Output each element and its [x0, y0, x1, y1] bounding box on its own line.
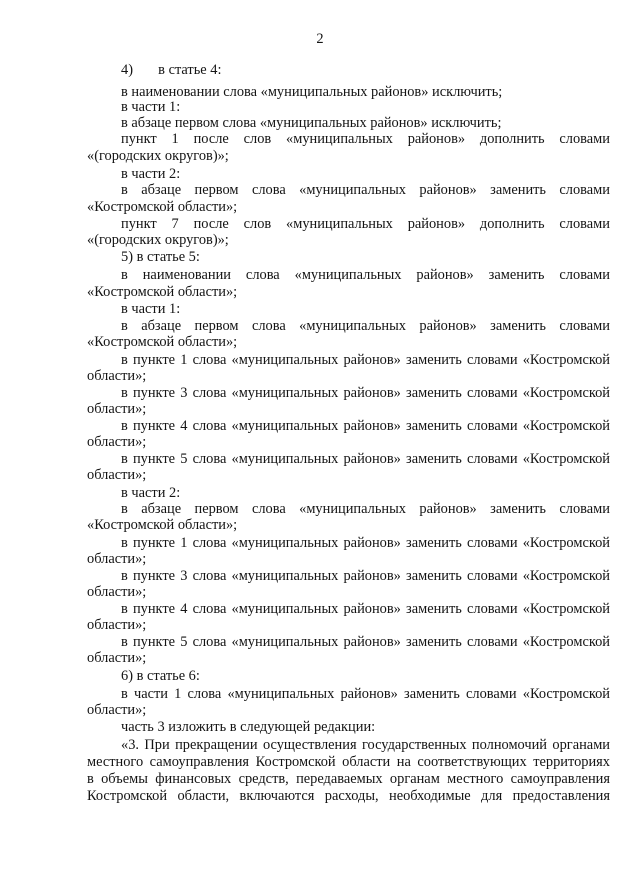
text-line: в части 1 слова «муниципальных районов» заменить словами «Костромской [121, 686, 610, 702]
text-line: в абзаце первом слова «муниципальных районов» заменить словами [121, 182, 610, 198]
text-line: «Костромской области»; [87, 199, 238, 215]
text-line: «3. При прекращении осуществления государственных полномочий органами [121, 737, 610, 753]
text-line: часть 3 изложить в следующей редакции: [121, 719, 376, 735]
text-line: 6) в статье 6: [121, 668, 200, 684]
text-line: «Костромской области»; [87, 334, 238, 350]
text-line: «Костромской области»; [87, 517, 238, 533]
text-line: в пункте 5 слова «муниципальных районов» заменить словами «Костромской [121, 634, 610, 650]
text-line: 5) в статье 5: [121, 249, 200, 265]
text-line: в наименовании слова «муниципальных районов» заменить словами [121, 267, 610, 283]
text-line: в абзаце первом слова «муниципальных районов» исключить; [121, 115, 502, 131]
text-line: в пункте 5 слова «муниципальных районов» заменить словами «Костромской [121, 451, 610, 467]
text-line: в пункте 1 слова «муниципальных районов» заменить словами «Костромской [121, 352, 610, 368]
text-line: области»; [87, 702, 147, 718]
text-line: области»; [87, 467, 147, 483]
text-line: в пункте 3 слова «муниципальных районов» заменить словами «Костромской [121, 385, 610, 401]
text-line: пункт 7 после слов «муниципальных районов» дополнить словами [121, 216, 610, 232]
text-line: пункт 1 после слов «муниципальных районов» дополнить словами [121, 131, 610, 147]
text-line: в пункте 3 слова «муниципальных районов» заменить словами «Костромской [121, 568, 610, 584]
text-line: области»; [87, 434, 147, 450]
text-line: «(городских округов)»; [87, 148, 229, 164]
text-line: области»; [87, 584, 147, 600]
text-line: в части 1: [121, 99, 181, 115]
text-line: Костромской области, включаются расходы, необходимые для предоставления [87, 788, 610, 804]
text-line: в абзаце первом слова «муниципальных районов» заменить словами [121, 318, 610, 334]
text-line: в абзаце первом слова «муниципальных районов» заменить словами [121, 501, 610, 517]
text-line: в части 2: [121, 166, 181, 182]
text-line: «(городских округов)»; [87, 232, 229, 248]
text-line: в пункте 4 слова «муниципальных районов» заменить словами «Костромской [121, 601, 610, 617]
text-line: местного самоуправления Костромской области на соответствующих территориях [87, 754, 610, 770]
text-line: области»; [87, 368, 147, 384]
text-line: в наименовании слова «муниципальных районов» исключить; [121, 84, 503, 100]
text-line: области»; [87, 617, 147, 633]
text-line: в части 2: [121, 485, 181, 501]
page-number: 2 [316, 31, 324, 47]
text-line: в объемы финансовых средств, передаваемых органам местного самоуправления [87, 771, 610, 787]
text-line: области»; [87, 401, 147, 417]
text-line: в части 1: [121, 301, 181, 317]
text-line: «Костромской области»; [87, 284, 238, 300]
text-line: области»; [87, 551, 147, 567]
text-line: в пункте 4 слова «муниципальных районов» заменить словами «Костромской [121, 418, 610, 434]
text-line: в пункте 1 слова «муниципальных районов» заменить словами «Костромской [121, 535, 610, 551]
text-line: 4) в статье 4: [121, 62, 222, 78]
text-line: области»; [87, 650, 147, 666]
